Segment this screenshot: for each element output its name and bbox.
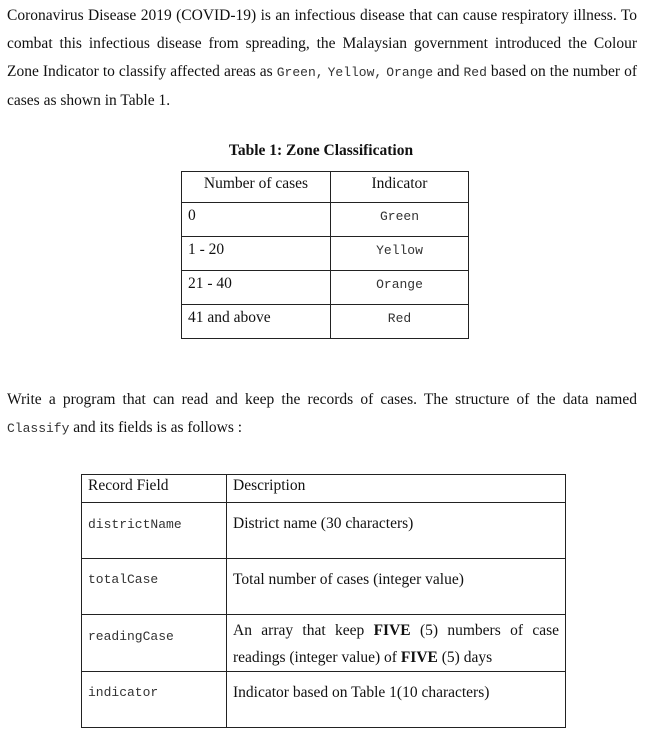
zone-classification-table: [181, 171, 469, 339]
task-text-2: and its fields is as follows :: [69, 419, 243, 436]
indicator-cell: Green: [331, 203, 469, 237]
intro-text-1: Coronavirus Disease 2019 (COVID-19) is an infectious disease that can cause respiratory illness. To combat this infectious disease from spreading, the Malaysian government introduced the Colour Zone Indicator to classify affected areas as: [7, 7, 637, 80]
record-structure-table: [81, 474, 566, 728]
table-header-row: [82, 475, 566, 503]
code-red: Red: [463, 65, 487, 80]
field-cell: totalCase: [82, 559, 227, 615]
cases-cell: 21 - 40: [182, 271, 331, 305]
desc-bold-five: FIVE: [373, 622, 411, 639]
table1-caption: Table 1: Zone Classification: [228, 142, 414, 159]
description-cell: Total number of cases (integer value): [227, 559, 566, 615]
desc-text-c: (5) numbers of case readings (integer value) of: [233, 622, 559, 666]
table-row: [82, 503, 566, 559]
field-cell: districtName: [82, 503, 227, 559]
table-row: [82, 672, 566, 728]
table-row: [82, 559, 566, 615]
header-record-field: Record Field: [82, 475, 227, 503]
table-row: [182, 271, 469, 305]
intro-paragraph: [7, 2, 637, 115]
indicator-cell: Red: [331, 305, 469, 339]
table-row: [182, 305, 469, 339]
desc-text-a: An array that keep: [233, 622, 374, 639]
desc-text-e: (5) days: [437, 649, 493, 666]
field-cell: indicator: [82, 672, 227, 728]
indicator-cell: Orange: [331, 271, 469, 305]
field-cell: readingCase: [82, 615, 227, 672]
description-cell: Indicator based on Table 1(10 characters): [227, 672, 566, 728]
table-header-row: [182, 172, 469, 203]
code-green: Green,: [276, 65, 324, 80]
desc-bold-five: FIVE: [400, 649, 438, 666]
code-yellow: Yellow,: [327, 65, 383, 80]
table-row: [182, 237, 469, 271]
task-text-1: Write a program that can read and keep the records of cases. The structure of the data named: [7, 391, 637, 408]
table-row: [82, 615, 566, 672]
table-row: [182, 203, 469, 237]
task-paragraph: [7, 386, 637, 443]
cases-cell: 1 - 20: [182, 237, 331, 271]
cases-cell: 41 and above: [182, 305, 331, 339]
code-orange: Orange: [386, 65, 434, 80]
header-description: Description: [227, 475, 566, 503]
intro-text-and: and: [433, 63, 464, 80]
cases-cell: 0: [182, 203, 331, 237]
description-cell: [227, 615, 566, 672]
header-indicator: Indicator: [331, 172, 469, 203]
header-number-of-cases: Number of cases: [182, 172, 331, 203]
description-cell: District name (30 characters): [227, 503, 566, 559]
code-classify: Classify: [7, 421, 70, 436]
intro-text-2: based on the number of cases as shown in Table 1.: [7, 63, 638, 109]
indicator-cell: Yellow: [331, 237, 469, 271]
